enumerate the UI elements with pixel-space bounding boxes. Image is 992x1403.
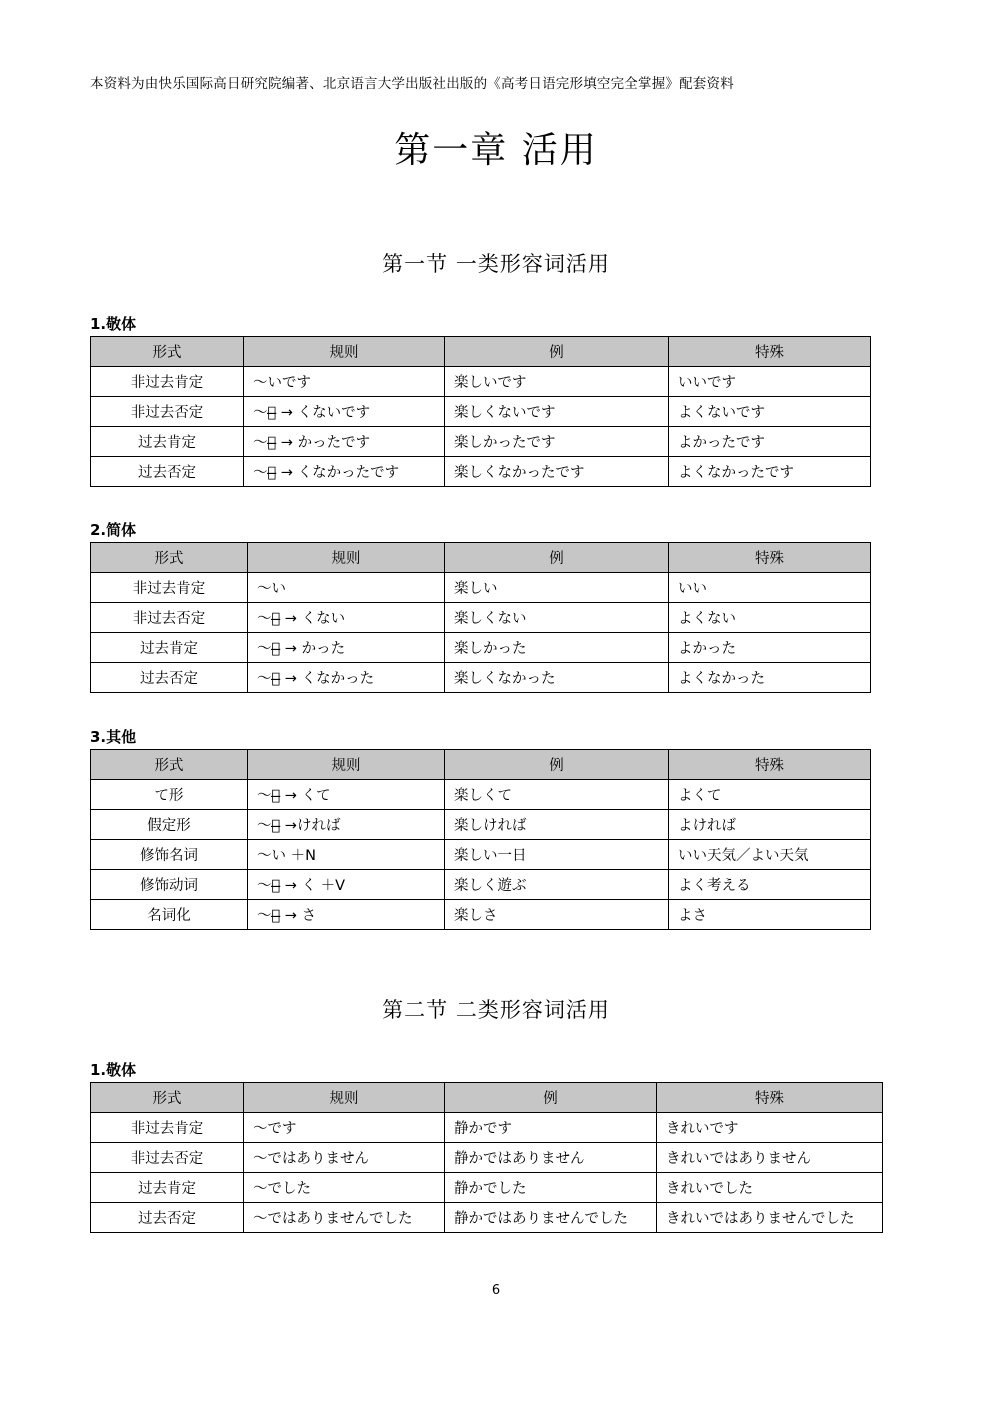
- example-cell: 静かです: [445, 1113, 657, 1143]
- section-title-2: 第二节 二类形容词活用: [382, 998, 610, 1022]
- form-cell: 过去否定: [91, 1203, 244, 1233]
- example-cell: 楽しくないです: [445, 397, 669, 427]
- form-cell: 假定形: [91, 810, 248, 840]
- form-cell: 修饰名词: [91, 840, 248, 870]
- example-cell: 楽しい: [445, 573, 669, 603]
- rule-cell: ～い̶ → さ: [248, 900, 445, 930]
- rule-cell: ～い̶ →ければ: [248, 810, 445, 840]
- table-row: [91, 427, 871, 457]
- special-cell: よかった: [669, 633, 871, 663]
- special-cell: よくないです: [669, 397, 871, 427]
- column-header: 特殊: [669, 750, 871, 780]
- form-cell: 过去否定: [91, 457, 244, 487]
- rule-cell: ～ではありません: [244, 1143, 445, 1173]
- example-cell: 楽しかったです: [445, 427, 669, 457]
- form-cell: 过去肯定: [91, 427, 244, 457]
- table-row: [91, 780, 871, 810]
- column-header: 形式: [91, 1083, 244, 1113]
- example-cell: 楽しくて: [445, 780, 669, 810]
- table-row: [91, 900, 871, 930]
- special-cell: よくない: [669, 603, 871, 633]
- table-adj-na-polite: [90, 1082, 883, 1233]
- rule-cell: ～でした: [244, 1173, 445, 1203]
- example-cell: 静かではありませんでした: [445, 1203, 657, 1233]
- special-cell: いい: [669, 573, 871, 603]
- special-cell: よさ: [669, 900, 871, 930]
- subtitle-plain-1: 2.简体: [90, 521, 137, 539]
- form-cell: 非过去肯定: [91, 1113, 244, 1143]
- header-note: 本资料为由快乐国际高日研究院编著、北京语言大学出版社出版的《高考日语完形填空完全掌握》配套资料: [90, 76, 734, 92]
- form-cell: 非过去否定: [91, 1143, 244, 1173]
- table-row: [91, 810, 871, 840]
- rule-cell: ～い̶ → くないです: [244, 397, 445, 427]
- column-header: 例: [445, 337, 669, 367]
- table-row: [91, 870, 871, 900]
- form-cell: 名词化: [91, 900, 248, 930]
- form-cell: 非过去否定: [91, 603, 248, 633]
- column-header: 规则: [244, 1083, 445, 1113]
- table-row: [91, 397, 871, 427]
- subtitle-polite-1: 1.敬体: [90, 315, 137, 333]
- table-row: [91, 367, 871, 397]
- rule-cell: ～です: [244, 1113, 445, 1143]
- column-header: 规则: [248, 750, 445, 780]
- form-cell: 过去肯定: [91, 633, 248, 663]
- rule-cell: ～い̶ → くない: [248, 603, 445, 633]
- example-cell: 楽しければ: [445, 810, 669, 840]
- rule-cell: ～い̶ → かった: [248, 633, 445, 663]
- section-title-1: 第一节 一类形容词活用: [382, 252, 610, 276]
- column-header: 例: [445, 750, 669, 780]
- example-cell: 楽しく遊ぶ: [445, 870, 669, 900]
- special-cell: よくなかった: [669, 663, 871, 693]
- table-row: [91, 457, 871, 487]
- rule-cell: ～い ＋N: [248, 840, 445, 870]
- subtitle-other-1: 3.其他: [90, 728, 137, 746]
- special-cell: いいです: [669, 367, 871, 397]
- rule-cell: ～い̶ → かったです: [244, 427, 445, 457]
- table-row: [91, 603, 871, 633]
- example-cell: 静かではありません: [445, 1143, 657, 1173]
- form-cell: 过去肯定: [91, 1173, 244, 1203]
- example-cell: 楽しくなかったです: [445, 457, 669, 487]
- form-cell: 修饰动词: [91, 870, 248, 900]
- example-cell: 楽しいです: [445, 367, 669, 397]
- subtitle-polite-2: 1.敬体: [90, 1061, 137, 1079]
- special-cell: いい天気／よい天気: [669, 840, 871, 870]
- chapter-title: 第一章 活用: [394, 130, 598, 171]
- rule-cell: ～い̶ → くなかったです: [244, 457, 445, 487]
- column-header: 形式: [91, 337, 244, 367]
- form-cell: 非过去肯定: [91, 367, 244, 397]
- table-row: [91, 573, 871, 603]
- example-cell: 楽しさ: [445, 900, 669, 930]
- example-cell: 楽しかった: [445, 633, 669, 663]
- table-adj-i-plain: [90, 542, 871, 693]
- table-adj-i-polite: [90, 336, 871, 487]
- special-cell: よければ: [669, 810, 871, 840]
- rule-cell: ～ではありませんでした: [244, 1203, 445, 1233]
- special-cell: きれいです: [657, 1113, 883, 1143]
- rule-cell: ～い̶ → くなかった: [248, 663, 445, 693]
- column-header: 特殊: [669, 337, 871, 367]
- example-cell: 静かでした: [445, 1173, 657, 1203]
- form-cell: 非过去否定: [91, 397, 244, 427]
- example-cell: 楽しくなかった: [445, 663, 669, 693]
- rule-cell: ～い: [248, 573, 445, 603]
- form-cell: 过去否定: [91, 663, 248, 693]
- special-cell: よくて: [669, 780, 871, 810]
- table-row: [91, 663, 871, 693]
- special-cell: よかったです: [669, 427, 871, 457]
- column-header: 规则: [244, 337, 445, 367]
- special-cell: きれいではありません: [657, 1143, 883, 1173]
- table-row: [91, 1143, 883, 1173]
- special-cell: よく考える: [669, 870, 871, 900]
- column-header: 特殊: [657, 1083, 883, 1113]
- column-header: 规则: [248, 543, 445, 573]
- table-adj-i-other: [90, 749, 871, 930]
- example-cell: 楽しくない: [445, 603, 669, 633]
- page-number: 6: [491, 1283, 501, 1298]
- rule-cell: ～い̶ → く ＋V: [248, 870, 445, 900]
- column-header: 形式: [91, 750, 248, 780]
- rule-cell: ～い̶ → くて: [248, 780, 445, 810]
- rule-cell: ～いです: [244, 367, 445, 397]
- column-header: 形式: [91, 543, 248, 573]
- form-cell: て形: [91, 780, 248, 810]
- special-cell: きれいではありませんでした: [657, 1203, 883, 1233]
- table-row: [91, 633, 871, 663]
- column-header: 例: [445, 543, 669, 573]
- special-cell: きれいでした: [657, 1173, 883, 1203]
- form-cell: 非过去肯定: [91, 573, 248, 603]
- special-cell: よくなかったです: [669, 457, 871, 487]
- table-row: [91, 840, 871, 870]
- table-row: [91, 1173, 883, 1203]
- table-row: [91, 1203, 883, 1233]
- column-header: 例: [445, 1083, 657, 1113]
- example-cell: 楽しい一日: [445, 840, 669, 870]
- table-row: [91, 1113, 883, 1143]
- column-header: 特殊: [669, 543, 871, 573]
